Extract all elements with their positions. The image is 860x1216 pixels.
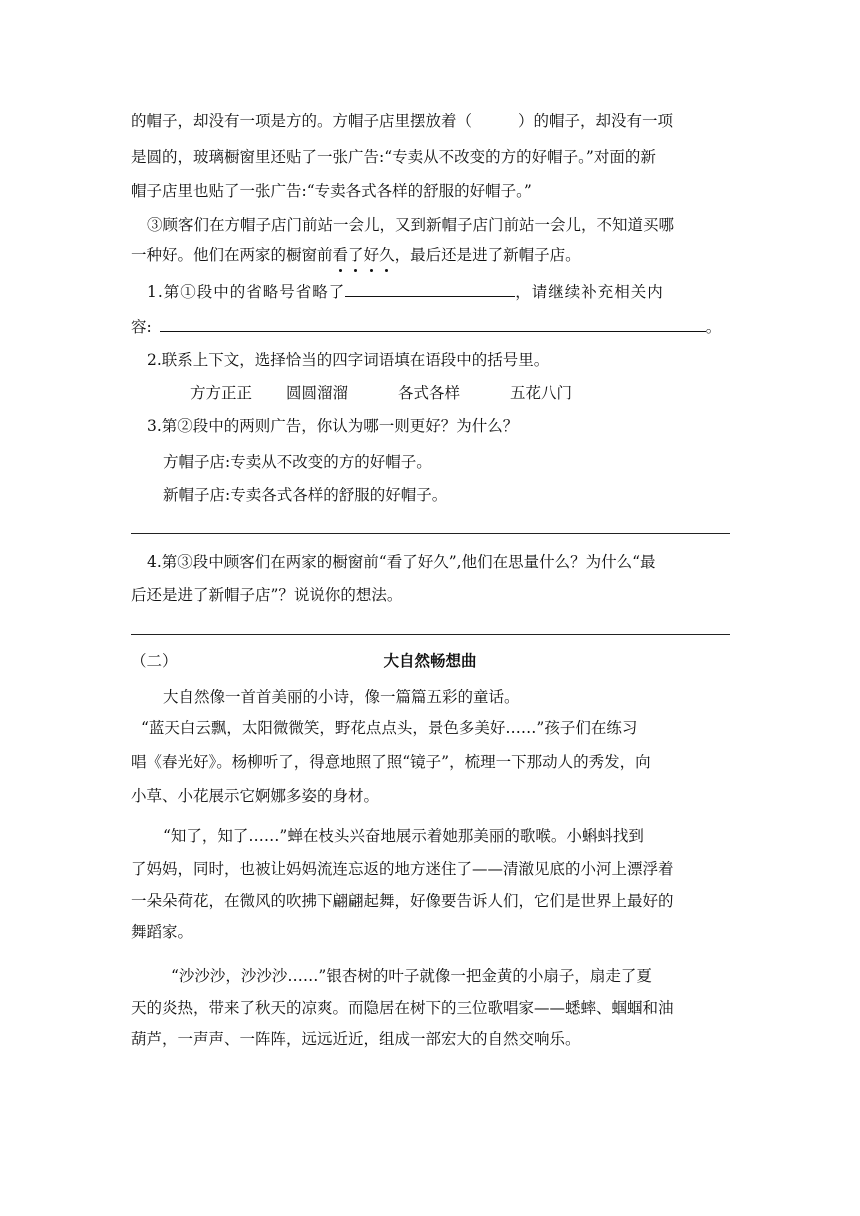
ad-square-hat-shop: 方帽子店:专卖从不改变的方的好帽子。	[163, 453, 432, 471]
passage1-text: ，最后还是进了新帽子店。	[394, 246, 581, 264]
answer-line[interactable]	[131, 533, 730, 534]
answer-line[interactable]	[131, 634, 730, 635]
emphasis-char: 了	[348, 246, 364, 264]
passage2-p4-line2: 天的炎热，带来了秋天的凉爽。而隐居在树下的三位歌唱家——蟋蟀、蝈蝈和油	[131, 999, 674, 1017]
question-1-line1	[147, 282, 747, 302]
passage1-line3: 帽子店里也贴了一张广告:“专卖各式各样的舒服的好帽子。”	[131, 182, 532, 200]
passage1-text: ）的帽子，却没有一项	[518, 112, 674, 130]
passage2-p3-line1: “知了，知了……”蝉在枝头兴奋地展示着她那美丽的歌喉。小蝌蚪找到	[163, 827, 644, 845]
question-1-line2	[131, 317, 731, 337]
passage2-p3-line4: 舞蹈家。	[131, 923, 194, 941]
question-4-line1: 4.第③段中顾客们在两家的橱窗前“看了好久”,他们在思量什么？为什么“最	[147, 553, 656, 571]
answer-underline[interactable]	[160, 317, 706, 332]
passage2-p3-line2: 了妈妈，同时，也被让妈妈流连忘返的地方迷住了——清澈见底的小河上漂浮着	[131, 860, 674, 878]
passage2-p4-line1: “沙沙沙，沙沙沙……”银杏树的叶子就像一把金黄的小扇子，扇走了夏	[171, 967, 652, 985]
passage2-p2-line3: 小草、小花展示它婀娜多姿的身材。	[131, 787, 380, 805]
question-text: 1.第①段中的省略号省略了	[147, 283, 346, 301]
emphasis-char: 好	[363, 246, 380, 264]
word-option: 圆圆溜溜	[286, 384, 349, 402]
passage1-line2: 是圆的，玻璃橱窗里还贴了一张广告:“专卖从不改变的方的好帽子。”对面的新	[131, 148, 656, 166]
question-text: 容:	[131, 318, 152, 336]
passage1-text: 的帽子，却没有一项是方的。方帽子店里摆放着（	[131, 112, 473, 130]
passage2-p3-line3: 一朵朵荷花，在微风的吹拂下翩翩起舞，好像要告诉人们，它们是世界上最好的	[131, 892, 674, 910]
emphasis-char: 久	[379, 246, 395, 264]
passage2-p1: 大自然像一首首美丽的小诗，像一篇篇五彩的童话。	[163, 688, 520, 706]
passage1-text: 一种好。他们在两家的橱窗前	[131, 246, 333, 264]
passage1-line4: ③顾客们在方帽子店门前站一会儿，又到新帽子店门前站一会儿，不知道买哪	[147, 216, 675, 234]
question-4-line2: 后还是进了新帽子店”？说说你的想法。	[131, 586, 403, 604]
emphasis-char: 看	[332, 246, 349, 264]
answer-underline[interactable]	[345, 282, 515, 297]
section-label: （二）	[131, 652, 178, 670]
passage2-p2-line2: 唱《春光好》。杨柳听了，得意地照了照“镜子”，梳理一下那动人的秀发，向	[131, 753, 651, 771]
ad-new-hat-shop: 新帽子店:专卖各式各样的舒服的好帽子。	[163, 486, 448, 504]
passage2-p4-line3: 葫芦，一声声、一阵阵，远远近近，组成一部宏大的自然交响乐。	[131, 1030, 581, 1048]
question-3: 3.第②段中的两则广告，你认为哪一则更好？为什么？	[147, 417, 519, 435]
question-2: 2.联系上下文，选择恰当的四字词语填在语段中的括号里。	[147, 351, 550, 369]
word-option: 五花八门	[510, 384, 573, 402]
passage1-line5	[131, 245, 731, 265]
question-text: 。	[705, 318, 722, 336]
word-option: 各式各样	[398, 384, 461, 402]
passage2-p2-line1: “蓝天白云飘，太阳微微笑，野花点点头，景色多美好……”孩子们在练习	[141, 719, 638, 737]
question-text: ，请继续补充相关内	[515, 283, 664, 301]
word-option: 方方正正	[190, 384, 253, 402]
passage-title: 大自然畅想曲	[383, 652, 477, 670]
passage1-line1	[131, 111, 731, 131]
